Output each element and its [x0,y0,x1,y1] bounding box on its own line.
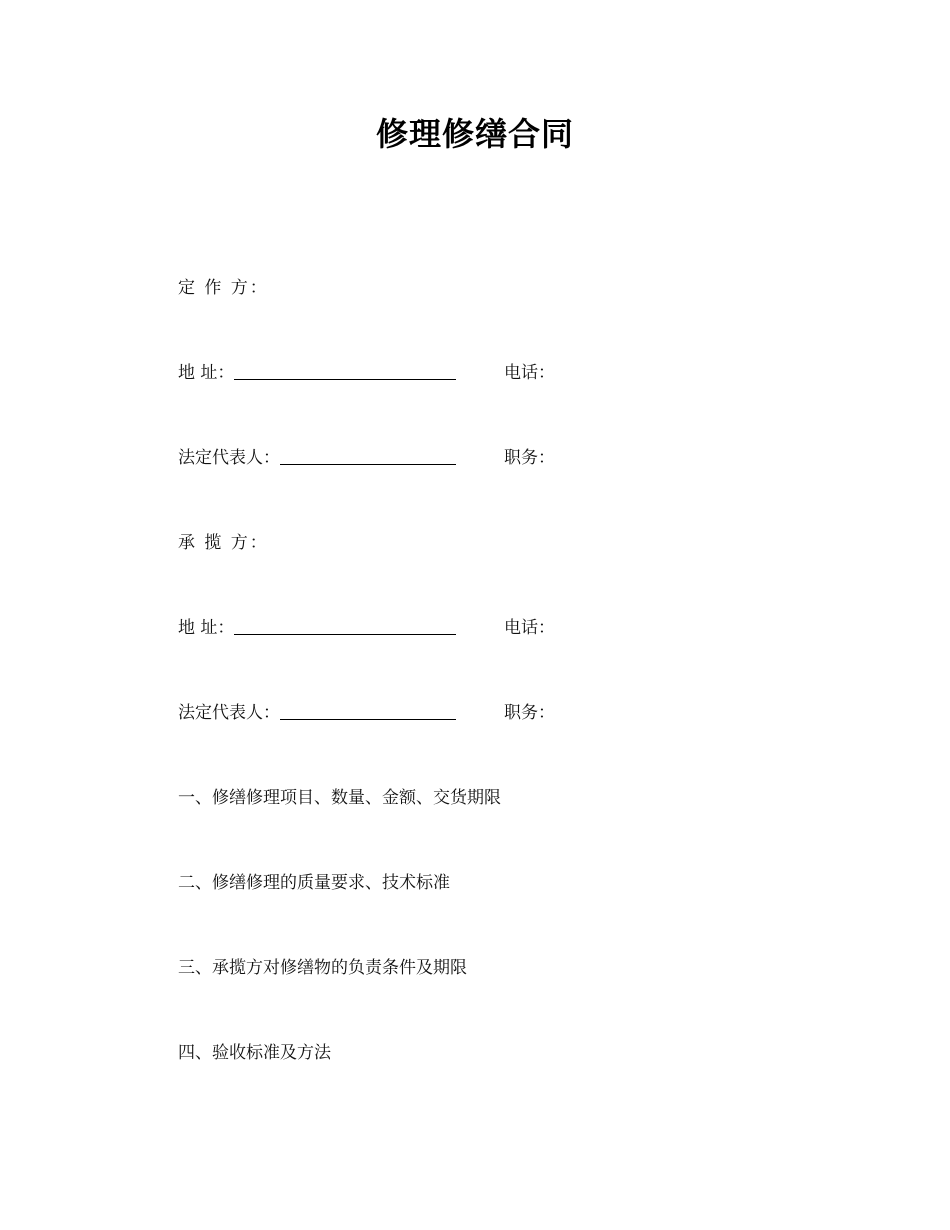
contractor-address-blank [234,361,456,380]
contractor-rep-label: 法定代表人： [178,448,280,468]
contractor-address-row [178,361,456,385]
contractor-address-label: 地 址： [178,363,235,383]
section-heading-2: 二、修缮修理的质量要求、技术标准 [178,873,450,893]
contractor-phone-label: 电话： [504,363,555,383]
undertaker-address-row [178,616,456,640]
undertaker-rep-row [178,701,456,725]
undertaker-address-label: 地 址： [178,618,235,638]
undertaker-rep-blank [280,701,456,720]
undertaker-rep-label: 法定代表人： [178,703,280,723]
undertaker-position-label: 职务： [504,703,555,723]
contractor-rep-row [178,446,456,470]
section-heading-4: 四、验收标准及方法 [178,1043,331,1063]
contractor-party-label: 定 作 方： [178,278,269,298]
document-title: 修理修缮合同 [375,115,574,153]
contractor-rep-blank [280,446,456,465]
contractor-position-label: 职务： [504,448,555,468]
section-heading-1: 一、修缮修理项目、数量、金额、交货期限 [178,788,501,808]
undertaker-address-blank [234,616,456,635]
undertaker-phone-label: 电话： [504,618,555,638]
section-heading-3: 三、承揽方对修缮物的负责条件及期限 [178,958,467,978]
undertaker-party-label: 承 揽 方： [178,533,269,553]
